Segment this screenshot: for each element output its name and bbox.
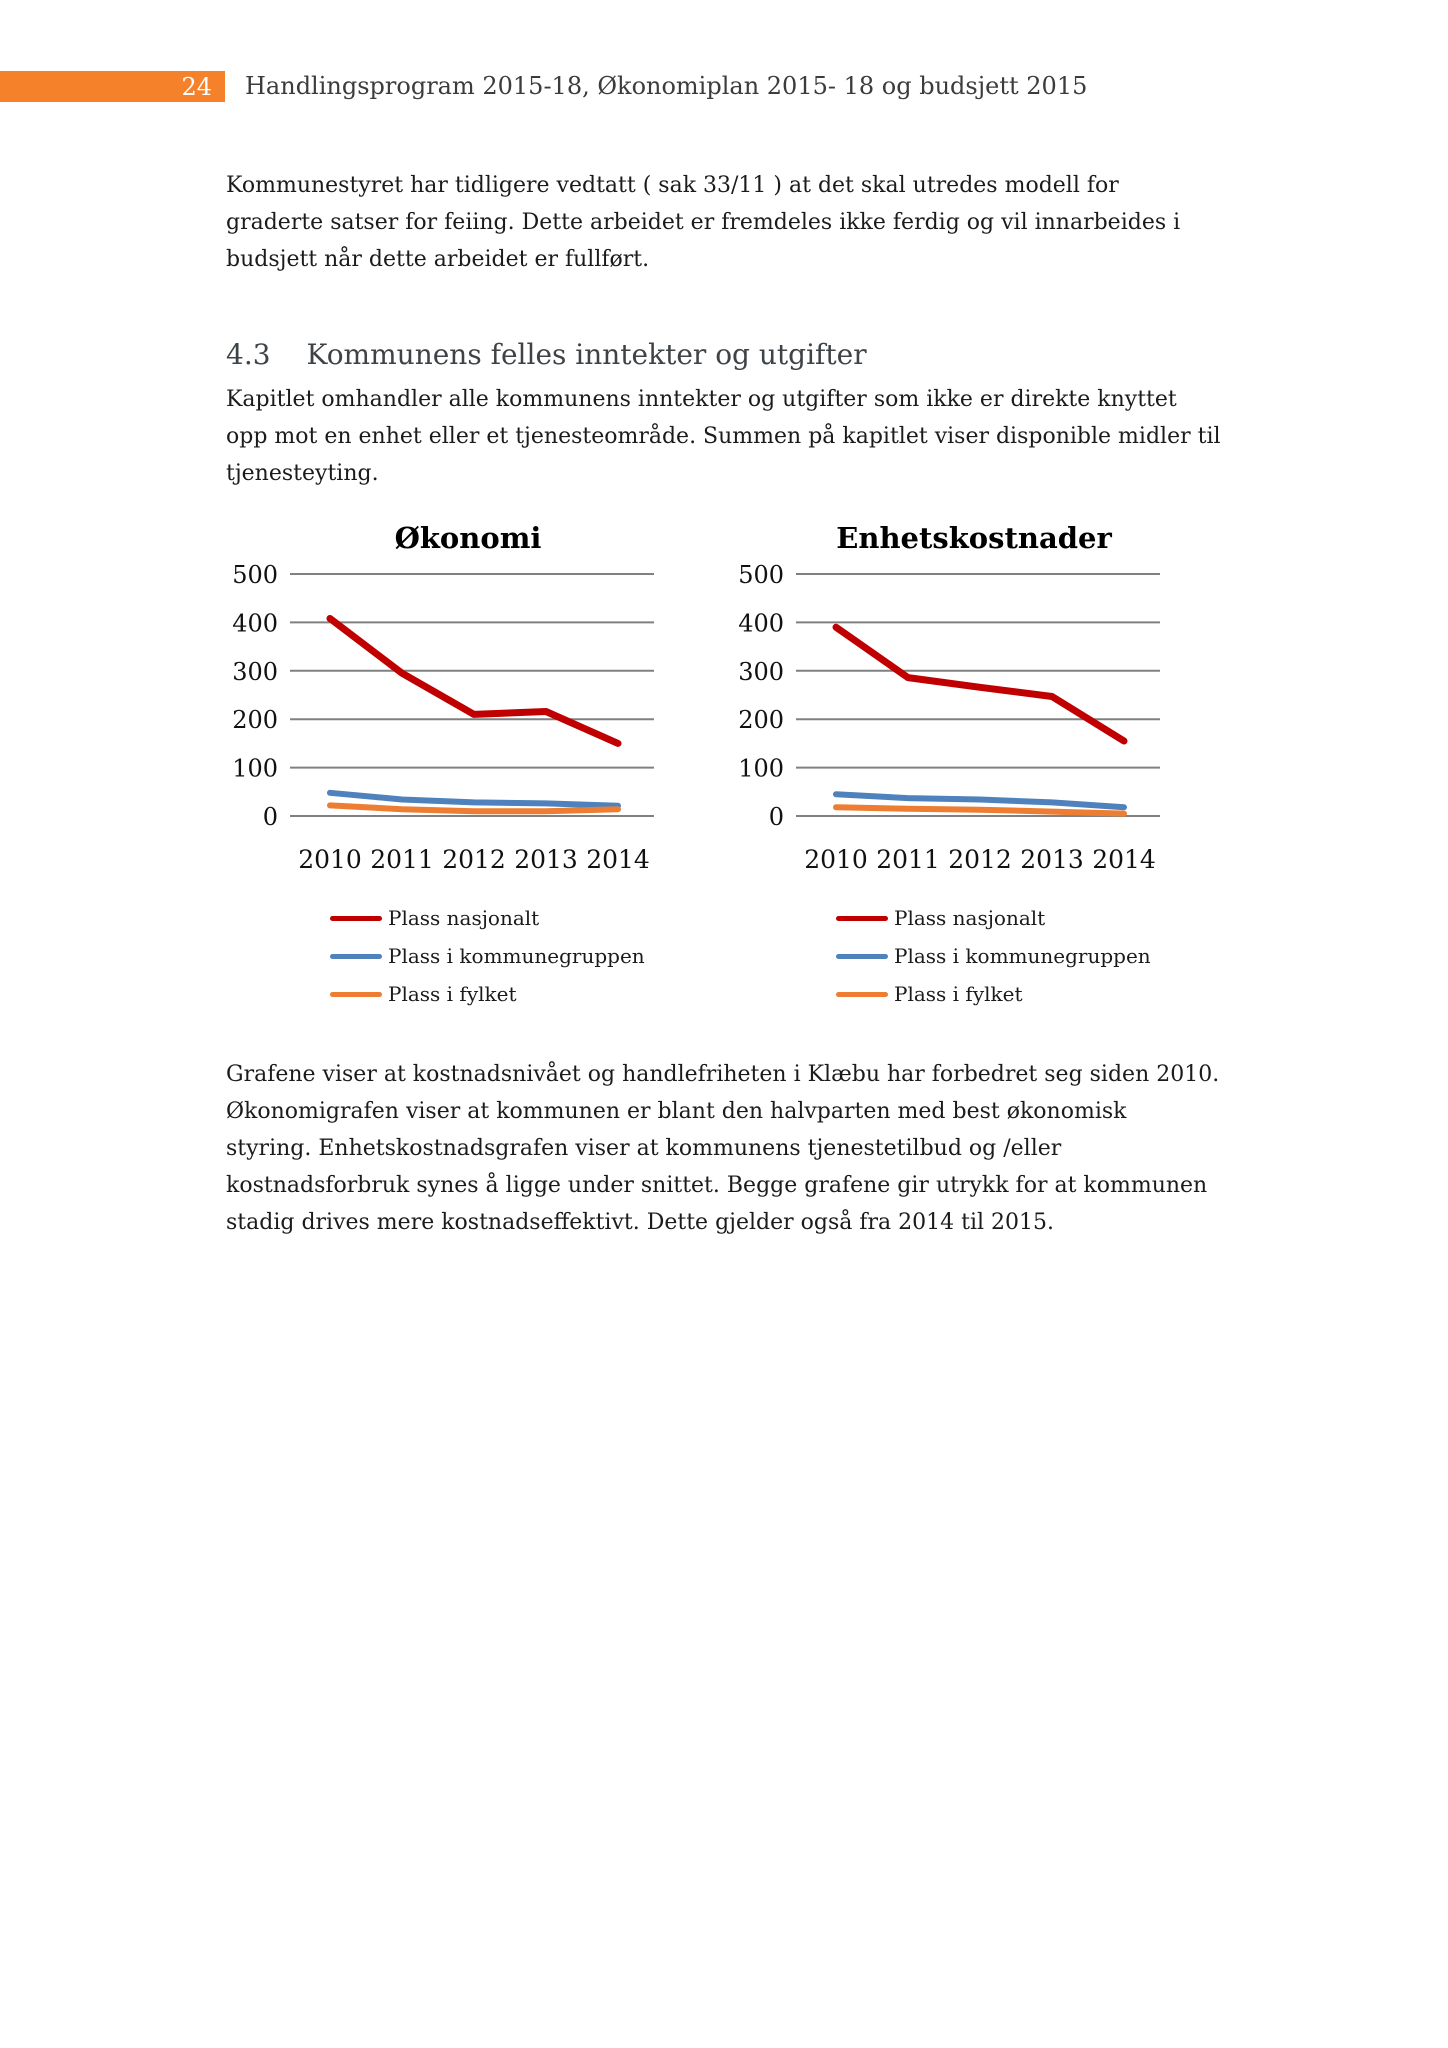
text-line: Kommunestyret har tidligere vedtatt ( sak 33/11 ) at det skal utredes modell for [226,173,1119,198]
chart-title: Enhetskostnader [836,521,1112,555]
legend-label: Plass i kommunegruppen [388,944,645,968]
text-line: styring. Enhetskostnadsgrafen viser at kommunens tjenestetilbud og /eller [226,1136,1062,1161]
series-line-3 [836,807,1124,813]
x-tick-label: 2012 [948,845,1012,874]
legend-label: Plass i kommunegruppen [894,944,1151,968]
text-line: Økonomigrafen viser at kommunen er blant den halvparten med best økonomisk [226,1099,1127,1124]
legend-swatch-line [330,954,382,959]
legend-label: Plass i fylket [388,982,517,1006]
legend-swatch-line [836,916,888,921]
y-tick-label: 300 [232,657,278,686]
y-tick-label: 0 [262,803,278,831]
header-title: Handlingsprogram 2015-18, Økonomiplan 2015- 18 og budsjett 2015 [245,72,1088,100]
chart-legend [330,899,710,1013]
y-tick-label: 400 [738,609,784,638]
x-tick-label: 2013 [514,845,578,874]
page-number-badge [0,71,225,102]
x-tick-label: 2012 [442,845,506,874]
legend-item [330,975,710,1013]
legend-swatch-line [330,916,382,921]
legend-item [836,975,1216,1013]
chart-enhetskostnader [732,518,1216,1013]
series-line-1 [330,619,618,744]
text-line: budsjett når dette arbeidet er fullført. [226,247,650,272]
text-line: Kapitlet omhandler alle kommunens inntekter og utgifter som ikke er direkte knyttet [226,387,1177,412]
page-number: 24 [181,72,212,101]
charts-row [226,518,1216,1013]
paragraph-feiing [226,167,1246,278]
x-tick-label: 2014 [1092,845,1156,874]
legend-swatch-line [836,992,888,997]
series-line-2 [330,793,618,806]
series-line-1 [836,627,1124,741]
text-line: stadig drives mere kostnadseffektivt. Dette gjelder også fra 2014 til 2015. [226,1210,1055,1235]
y-tick-label: 100 [232,754,278,783]
legend-item [836,899,1216,937]
text-line: Grafene viser at kostnadsnivået og handlefriheten i Klæbu har forbedret seg siden 2010. [226,1062,1220,1087]
legend-item [330,899,710,937]
y-tick-label: 300 [738,657,784,686]
chart-okonomi [226,518,710,1013]
y-tick-label: 500 [738,562,784,589]
legend-label: Plass nasjonalt [388,906,540,930]
chart-title: Økonomi [394,521,542,555]
legend-swatch-line [836,954,888,959]
x-tick-label: 2010 [804,845,868,874]
text-line: kostnadsforbruk synes å ligge under snittet. Begge grafene gir utrykk for at kommunen [226,1173,1208,1198]
chart-plot [226,562,710,877]
text-line: graderte satser for feiing. Dette arbeidet er fremdeles ikke ferdig og vil innarbeides i [226,210,1181,235]
paragraph-grafene [226,1056,1246,1241]
y-tick-label: 0 [768,803,784,831]
legend-label: Plass nasjonalt [894,906,1046,930]
text-line: tjenesteyting. [226,461,379,486]
y-tick-label: 100 [738,754,784,783]
text-line: opp mot en enhet eller et tjenesteområde. Summen på kapitlet viser disponible midler til [226,424,1221,449]
section-heading [226,338,867,371]
y-tick-label: 400 [232,609,278,638]
x-tick-label: 2014 [586,845,650,874]
section-number: 4.3 [226,338,271,371]
chart-plot [732,562,1216,877]
x-tick-label: 2011 [370,845,434,874]
legend-label: Plass i fylket [894,982,1023,1006]
section-title: Kommunens felles inntekter og utgifter [306,338,867,371]
legend-item [836,937,1216,975]
x-tick-label: 2010 [298,845,362,874]
x-tick-label: 2013 [1020,845,1084,874]
x-tick-label: 2011 [876,845,940,874]
legend-item [330,937,710,975]
chart-legend [836,899,1216,1013]
y-tick-label: 200 [738,706,784,735]
legend-swatch-line [330,992,382,997]
paragraph-kapitlet [226,381,1246,492]
y-tick-label: 200 [232,706,278,735]
y-tick-label: 500 [232,562,278,589]
